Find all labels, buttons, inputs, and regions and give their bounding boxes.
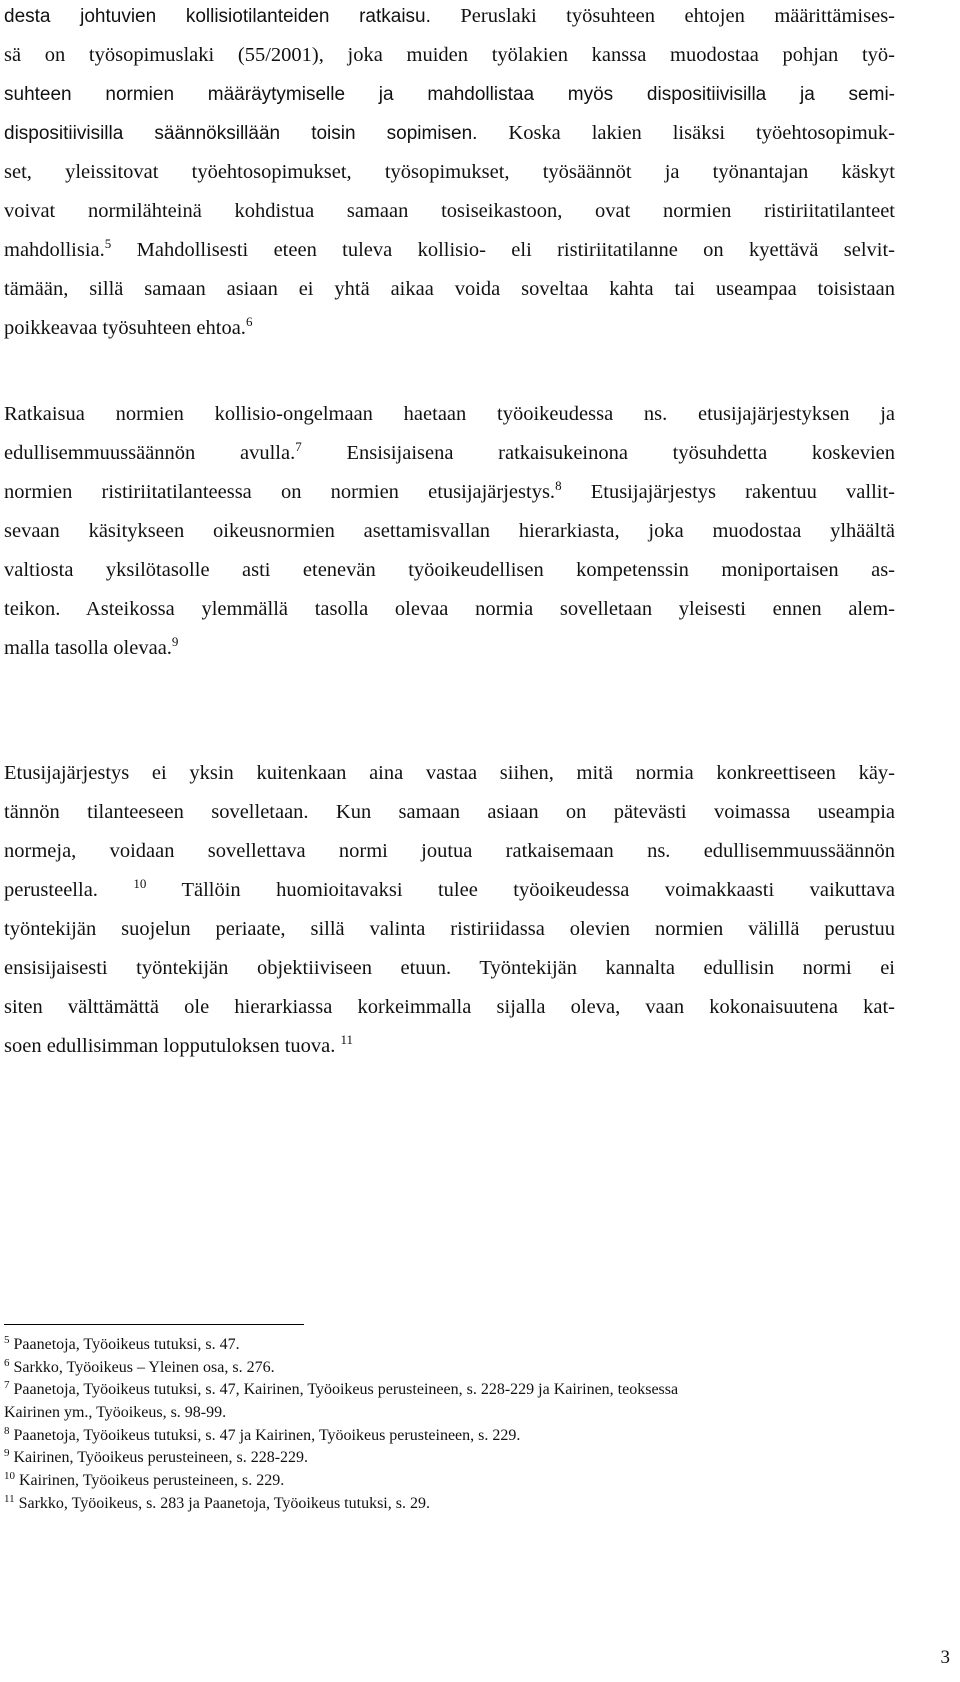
- text-line: desta johtuvien kollisiotilanteiden ratkaisu. Peruslaki työsuhteen ehtojen määrittämises-: [4, 5, 895, 27]
- text-line: tännön tilanteeseen sovelletaan. Kun samaan asiaan on pätevästi voimassa useampia: [4, 801, 895, 823]
- footnote-11: $^{11}$ Sarkko, Työoikeus, s. 283 ja Paanetoja, Työoikeus tutuksi, s. 29.: [4, 1492, 430, 1512]
- footnote-10: $^{10}$ Kairinen, Työoikeus perusteineen, s. 229.: [4, 1470, 285, 1490]
- footnote-6: $^6$ Sarkko, Työoikeus – Yleinen osa, s. 276.: [4, 1356, 275, 1376]
- footnotes: [4, 1334, 934, 1516]
- paragraph-1: [4, 0, 895, 348]
- text-line: tämään, sillä samaan asiaan ei yhtä aikaa voida soveltaa kahta tai useampaa toisistaan: [4, 278, 895, 300]
- footnote-ref-11: 11: [340, 1032, 354, 1047]
- text-line: suhteen normien määräytymiselle ja mahdollistaa myös dispositiivisilla ja semi-: [4, 84, 895, 105]
- footnote-separator: [4, 1324, 304, 1325]
- footnote-5: $^5$ Paanetoja, Työoikeus tutuksi, s. 47.: [4, 1334, 240, 1353]
- text-line: työntekijän suojelun periaate, sillä valinta ristiriidassa olevien normien välillä perustuu: [4, 918, 895, 940]
- paragraph-2: [4, 395, 895, 668]
- page-number: 3: [940, 1647, 950, 1668]
- footnote-ref-8: 8: [555, 478, 562, 493]
- footnote-ref-10: 10: [133, 876, 147, 891]
- text-line: valtiosta yksilötasolle asti etenevän työoikeudellisen kompetenssin moniportaisen as-: [4, 559, 895, 581]
- text-line: Ratkaisua normien kollisio-ongelmaan haetaan työoikeudessa ns. etusijajärjestyksen ja: [4, 403, 895, 425]
- text-line: normien ristiriitatilanteessa on normien etusijajärjestys.$^8$ Etusijajärjestys rakentuu vallit-: [4, 478, 896, 503]
- text-line: perusteella. $^{10}$ Tällöin huomioitavaksi tulee työoikeudessa voimakkaasti vaikuttava: [4, 876, 895, 901]
- text-line: ensisijaisesti työntekijän objektiiviseen etuun. Työntekijän kannalta edullisin normi ei: [4, 957, 895, 979]
- text-line: normeja, voidaan sovellettava normi joutua ratkaisemaan ns. edullisemmuussäännön: [4, 840, 895, 862]
- text-line: mahdollisia.$^5$ Mahdollisesti eteen tuleva kollisio- eli ristiriitatilanne on kyettävä selvit-: [4, 236, 895, 261]
- footnote-7: $^7$ Paanetoja, Työoikeus tutuksi, s. 47, Kairinen, Työoikeus perusteineen, s. 228-229 ja Kairinen, teoksessa: [4, 1379, 679, 1399]
- text-line: malla tasolla olevaa.$^9$: [4, 634, 179, 659]
- footnote-9: $^9$ Kairinen, Työoikeus perusteineen, s. 228-229.: [4, 1447, 309, 1467]
- paragraph-3: [4, 754, 895, 1066]
- text-line: edullisemmuussäännön avulla.$^7$ Ensisijaisena ratkaisukeinona työsuhdetta koskevien: [4, 439, 895, 464]
- text-line: set, yleissitovat työehtosopimukset, työsopimukset, työsäännöt ja työnantajan käskyt: [4, 161, 895, 183]
- text-line: sä on työsopimuslaki (55/2001), joka muiden työlakien kanssa muodostaa pohjan työ-: [4, 44, 895, 66]
- text-line: soen edullisimman lopputuloksen tuova. $^{11}$: [4, 1032, 354, 1057]
- footnote-8: $^8$ Paanetoja, Työoikeus tutuksi, s. 47 ja Kairinen, Työoikeus perusteineen, s. 229.: [4, 1424, 521, 1444]
- footnote-ref-9: 9: [171, 634, 179, 649]
- footnote-7-continuation: Kairinen ym., Työoikeus, s. 98-99.: [4, 1404, 227, 1422]
- footnote-ref-6: 6: [245, 314, 253, 329]
- text-line: teikon. Asteikossa ylemmällä tasolla olevaa normia sovelletaan yleisesti ennen alem-: [4, 598, 895, 620]
- footnote-ref-5: 5: [104, 236, 112, 251]
- text-line: poikkeavaa työsuhteen ehtoa.$^6$: [4, 314, 253, 339]
- text-line: sevaan käsitykseen oikeusnormien asettamisvallan hierarkiasta, joka muodostaa ylhäältä: [4, 520, 895, 542]
- text-line: Etusijajärjestys ei yksin kuitenkaan aina vastaa siihen, mitä normia konkreettiseen käy-: [4, 762, 895, 784]
- footnote-ref-7: 7: [295, 439, 302, 454]
- text-line: siten välttämättä ole hierarkiassa korkeimmalla sijalla oleva, vaan kokonaisuutena kat-: [4, 996, 895, 1018]
- text-line: voivat normilähteinä kohdistua samaan tosiseikastoon, ovat normien ristiriitatilanteet: [4, 200, 895, 222]
- text-line: dispositiivisilla säännöksillään toisin sopimisen. Koska lakien lisäksi työehtosopimuk-: [4, 122, 895, 144]
